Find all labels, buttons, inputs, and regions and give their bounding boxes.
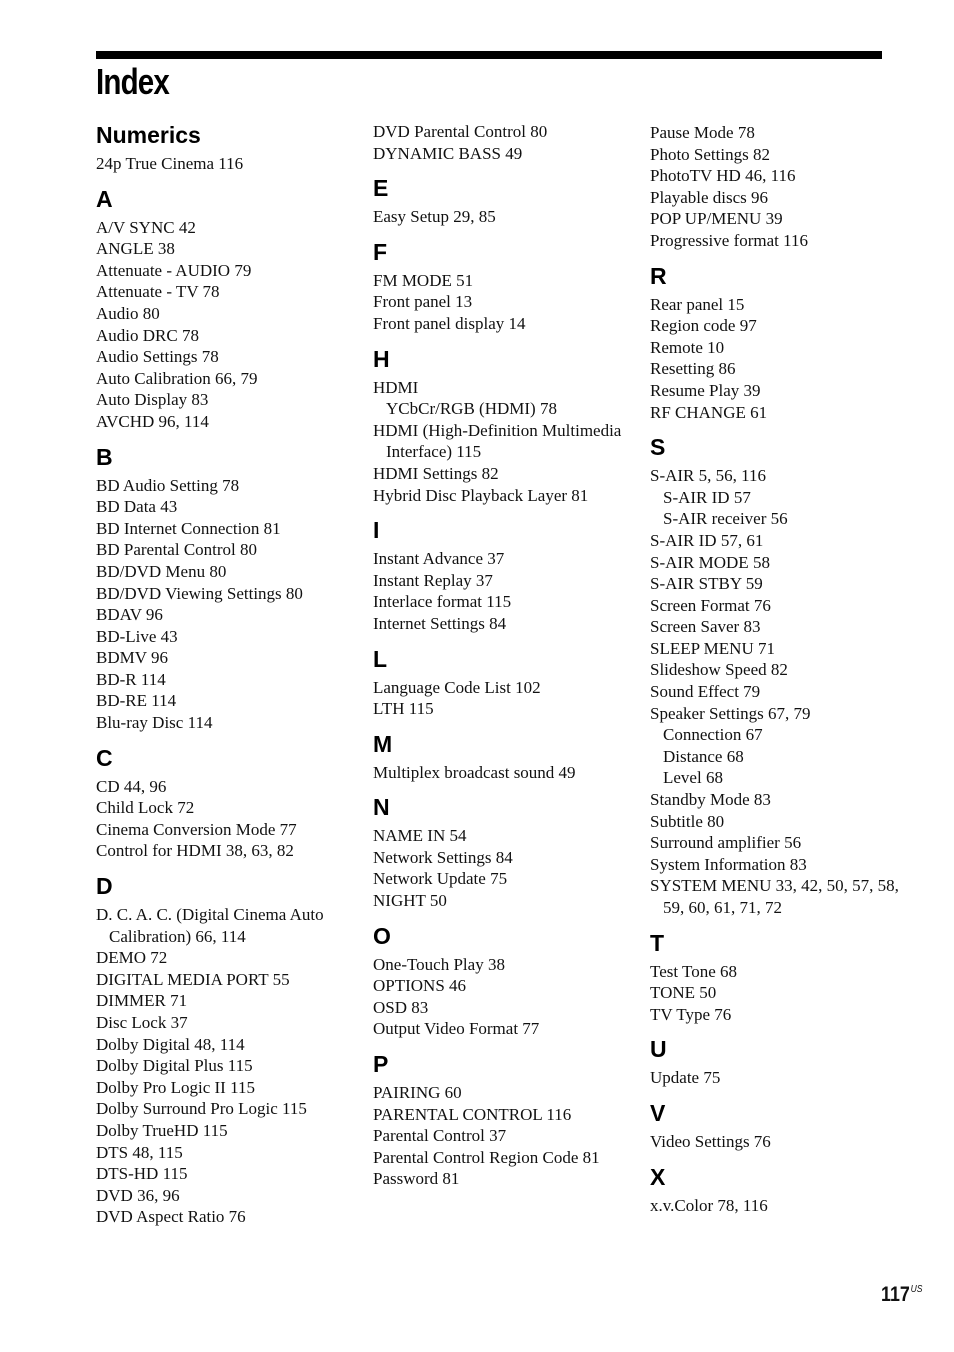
page-title: Index <box>96 61 170 102</box>
index-entry: Child Lock 72 <box>96 798 195 818</box>
index-section-l <box>373 645 635 720</box>
index-entry: Screen Format 76 <box>650 595 771 615</box>
index-entry: Password 81 <box>373 1169 460 1189</box>
index-entry-list <box>96 475 358 734</box>
index-entry-list <box>373 377 635 507</box>
index-entry-list <box>96 904 358 1228</box>
index-entry: BDMV 96 <box>96 648 168 668</box>
index-entry: BD Audio Setting 78 <box>96 475 240 495</box>
index-section-b <box>96 443 358 734</box>
index-entry: CD 44, 96 <box>96 776 167 796</box>
index-entry: A/V SYNC 42 <box>96 217 196 237</box>
index-subentry: YCbCr/RGB (HDMI) 78 <box>386 399 557 419</box>
section-heading: U <box>650 1036 667 1063</box>
section-heading: N <box>373 794 390 821</box>
index-section-p <box>373 1050 635 1190</box>
index-column-3 <box>650 121 912 1226</box>
index-section-continued <box>373 121 635 164</box>
page-number-value: 117 <box>881 1283 910 1306</box>
index-entry: Network Settings 84 <box>373 847 513 867</box>
index-entry: HDMI (High-Definition Multimedia Interface) 115 <box>373 420 622 462</box>
index-entry: NAME IN 54 <box>373 826 467 846</box>
index-entry: Parental Control 37 <box>373 1126 507 1146</box>
index-section-m <box>373 730 635 784</box>
index-section-f <box>373 238 635 335</box>
index-column-1 <box>96 121 358 1238</box>
index-entry: OSD 83 <box>373 997 429 1017</box>
index-entry: Output Video Format 77 <box>373 1019 540 1039</box>
index-entry: Front panel display 14 <box>373 313 526 333</box>
index-entry-list <box>650 294 912 424</box>
index-entry: Attenuate - TV 78 <box>96 282 220 302</box>
index-entry-list <box>373 1082 635 1190</box>
index-section-u <box>650 1035 912 1089</box>
index-entry: Dolby Digital Plus 115 <box>96 1056 253 1076</box>
index-entry: Control for HDMI 38, 63, 82 <box>96 841 294 861</box>
index-entry: SYSTEM MENU 33, 42, 50, 57, 58, 59, 60, 61, 71, 72 <box>650 876 899 917</box>
index-entry: Video Settings 76 <box>650 1131 771 1151</box>
index-entry: S-AIR 5, 56, 116 <box>650 466 767 486</box>
index-entry: TV Type 76 <box>650 1004 732 1024</box>
index-entry: Instant Advance 37 <box>373 549 505 569</box>
index-entry-list <box>650 961 912 1026</box>
index-entry: BD/DVD Viewing Settings 80 <box>96 583 303 603</box>
section-heading: L <box>373 645 388 672</box>
index-entry: Easy Setup 29, 85 <box>373 207 496 227</box>
index-entry: DIMMER 71 <box>96 991 188 1011</box>
index-entry: Audio Settings 78 <box>96 347 219 367</box>
index-entry: DYNAMIC BASS 49 <box>373 143 523 163</box>
index-entry: BD Parental Control 80 <box>96 540 258 560</box>
index-entry: HDMI <box>373 377 419 397</box>
section-heading: V <box>650 1099 666 1126</box>
index-entry: DVD Aspect Ratio 76 <box>96 1207 246 1227</box>
index-entry: Test Tone 68 <box>650 961 738 981</box>
section-heading: T <box>650 929 665 956</box>
index-entry: D. C. A. C. (Digital Cinema Auto Calibration) 66, 114 <box>96 905 324 946</box>
index-entry: Auto Calibration 66, 79 <box>96 368 258 388</box>
index-section-e <box>373 174 635 228</box>
index-entry-list <box>650 122 912 252</box>
index-entry-list <box>650 1195 912 1217</box>
index-entry: Multiplex broadcast sound 49 <box>373 762 576 782</box>
index-entry: DEMO 72 <box>96 948 168 968</box>
index-subentry: Distance 68 <box>663 746 744 766</box>
index-entry: BDAV 96 <box>96 605 163 625</box>
section-heading: S <box>650 434 666 461</box>
page-number <box>881 1283 922 1307</box>
index-entry: Front panel 13 <box>373 292 473 312</box>
section-heading: D <box>96 873 113 900</box>
section-heading: A <box>96 185 113 212</box>
header-rule <box>96 51 882 59</box>
index-entry-list <box>650 1131 912 1153</box>
index-entry: One-Touch Play 38 <box>373 954 505 974</box>
index-entry: Attenuate - AUDIO 79 <box>96 260 252 280</box>
index-entry-list <box>373 121 635 164</box>
index-entry: BD/DVD Menu 80 <box>96 561 227 581</box>
index-section-d <box>96 872 358 1228</box>
index-entry: System Information 83 <box>650 854 807 874</box>
index-entry: LTH 115 <box>373 699 434 719</box>
index-entry: Blu-ray Disc 114 <box>96 713 213 733</box>
index-entry: Photo Settings 82 <box>650 144 770 164</box>
index-entry: Dolby Pro Logic II 115 <box>96 1077 255 1097</box>
index-entry: PARENTAL CONTROL 116 <box>373 1104 572 1124</box>
index-entry: DTS-HD 115 <box>96 1164 188 1184</box>
index-entry: Pause Mode 78 <box>650 123 755 142</box>
index-entry: Subtitle 80 <box>650 811 725 831</box>
section-heading: F <box>373 238 388 265</box>
section-heading: E <box>373 175 389 202</box>
index-entry-list <box>96 217 358 433</box>
index-section-n <box>373 793 635 911</box>
section-heading: P <box>373 1051 389 1078</box>
index-entry: S-AIR MODE 58 <box>650 552 770 572</box>
index-entry: Internet Settings 84 <box>373 613 507 633</box>
section-heading: C <box>96 744 113 771</box>
index-entry: Auto Display 83 <box>96 390 209 410</box>
index-entry: Screen Saver 83 <box>650 617 761 637</box>
index-entry: Instant Replay 37 <box>373 570 493 590</box>
index-entry-list <box>373 206 635 228</box>
index-entry: Remote 10 <box>650 337 725 357</box>
index-section-c <box>96 744 358 862</box>
index-entry-list <box>373 825 635 911</box>
index-entry: BD Data 43 <box>96 497 178 517</box>
index-entry: 24p True Cinema 116 <box>96 154 244 173</box>
section-heading: H <box>373 345 390 372</box>
index-entry: Interlace format 115 <box>373 592 512 612</box>
index-entry: Dolby Surround Pro Logic 115 <box>96 1099 307 1119</box>
index-entry: BD Internet Connection 81 <box>96 518 281 538</box>
index-entry: Cinema Conversion Mode 77 <box>96 819 297 839</box>
index-entry: Parental Control Region Code 81 <box>373 1147 600 1167</box>
index-entry-list <box>373 548 635 634</box>
section-heading: Numerics <box>96 122 201 148</box>
index-section-numerics <box>96 121 358 175</box>
section-heading: I <box>373 517 380 544</box>
page-number-suffix: US <box>910 1284 923 1295</box>
index-entry: Slideshow Speed 82 <box>650 660 788 680</box>
index-entry: Network Update 75 <box>373 869 508 889</box>
index-entry: Surround amplifier 56 <box>650 833 802 853</box>
index-entry: Audio DRC 78 <box>96 325 199 345</box>
index-entry-list <box>373 677 635 720</box>
index-entry: Update 75 <box>650 1068 721 1088</box>
index-entry: Speaker Settings 67, 79 <box>650 703 811 723</box>
index-entry: RF CHANGE 61 <box>650 402 768 422</box>
index-entry-list <box>96 153 358 175</box>
index-entry: TONE 50 <box>650 983 717 1003</box>
index-entry-list <box>373 954 635 1040</box>
index-entry-list <box>373 270 635 335</box>
index-entry-list <box>650 465 912 918</box>
index-entry: Sound Effect 79 <box>650 682 761 702</box>
index-entry: AVCHD 96, 114 <box>96 411 209 431</box>
index-section-a <box>96 185 358 433</box>
index-entry: Resetting 86 <box>650 359 736 379</box>
index-section-continued <box>650 122 912 252</box>
index-section-i <box>373 516 635 634</box>
index-entry: BD-R 114 <box>96 669 166 689</box>
index-entry: DVD Parental Control 80 <box>373 122 548 141</box>
index-entry: ANGLE 38 <box>96 239 175 259</box>
index-entry: BD-Live 43 <box>96 626 178 646</box>
index-entry: DIGITAL MEDIA PORT 55 <box>96 969 290 989</box>
index-entry: POP UP/MENU 39 <box>650 209 783 229</box>
section-heading: O <box>373 922 391 949</box>
index-entry: PAIRING 60 <box>373 1083 462 1103</box>
index-section-t <box>650 929 912 1026</box>
index-subentry: Connection 67 <box>663 725 763 745</box>
index-entry: PhotoTV HD 46, 116 <box>650 166 796 186</box>
index-entry: Hybrid Disc Playback Layer 81 <box>373 485 589 505</box>
index-entry: Dolby Digital 48, 114 <box>96 1034 245 1054</box>
section-heading: R <box>650 262 667 289</box>
index-entry: Playable discs 96 <box>650 187 769 207</box>
index-entry: Dolby TrueHD 115 <box>96 1120 228 1140</box>
index-entry: SLEEP MENU 71 <box>650 638 775 658</box>
index-entry: Resume Play 39 <box>650 380 761 400</box>
index-entry: Audio 80 <box>96 303 160 323</box>
index-entry: FM MODE 51 <box>373 270 474 290</box>
index-column-2 <box>373 121 635 1200</box>
index-section-h <box>373 345 635 507</box>
index-entry-list <box>96 776 358 862</box>
index-entry-list <box>373 762 635 784</box>
index-section-v <box>650 1099 912 1153</box>
index-entry: HDMI Settings 82 <box>373 463 499 483</box>
index-entry-list <box>650 1067 912 1089</box>
index-entry: Progressive format 116 <box>650 230 809 250</box>
index-section-r <box>650 262 912 424</box>
section-heading: X <box>650 1163 666 1190</box>
index-entry: S-AIR STBY 59 <box>650 574 763 594</box>
index-entry: DTS 48, 115 <box>96 1142 183 1162</box>
index-subentry: Level 68 <box>663 768 723 788</box>
index-entry: DVD 36, 96 <box>96 1185 180 1205</box>
index-entry: Rear panel 15 <box>650 294 745 314</box>
section-heading: M <box>373 730 393 757</box>
index-subentry: S-AIR ID 57 <box>663 487 751 507</box>
index-entry: Standby Mode 83 <box>650 790 771 810</box>
index-entry: OPTIONS 46 <box>373 976 467 996</box>
index-entry: Disc Lock 37 <box>96 1013 188 1032</box>
index-section-x <box>650 1163 912 1217</box>
index-entry: S-AIR ID 57, 61 <box>650 530 764 550</box>
index-entry: BD-RE 114 <box>96 691 177 711</box>
index-entry: x.v.Color 78, 116 <box>650 1195 768 1215</box>
index-section-o <box>373 922 635 1040</box>
index-section-s <box>650 433 912 918</box>
section-heading: B <box>96 443 113 470</box>
index-entry: Region code 97 <box>650 316 757 336</box>
index-subentry: S-AIR receiver 56 <box>663 509 788 529</box>
index-entry: NIGHT 50 <box>373 891 447 911</box>
index-entry: Language Code List 102 <box>373 677 541 697</box>
